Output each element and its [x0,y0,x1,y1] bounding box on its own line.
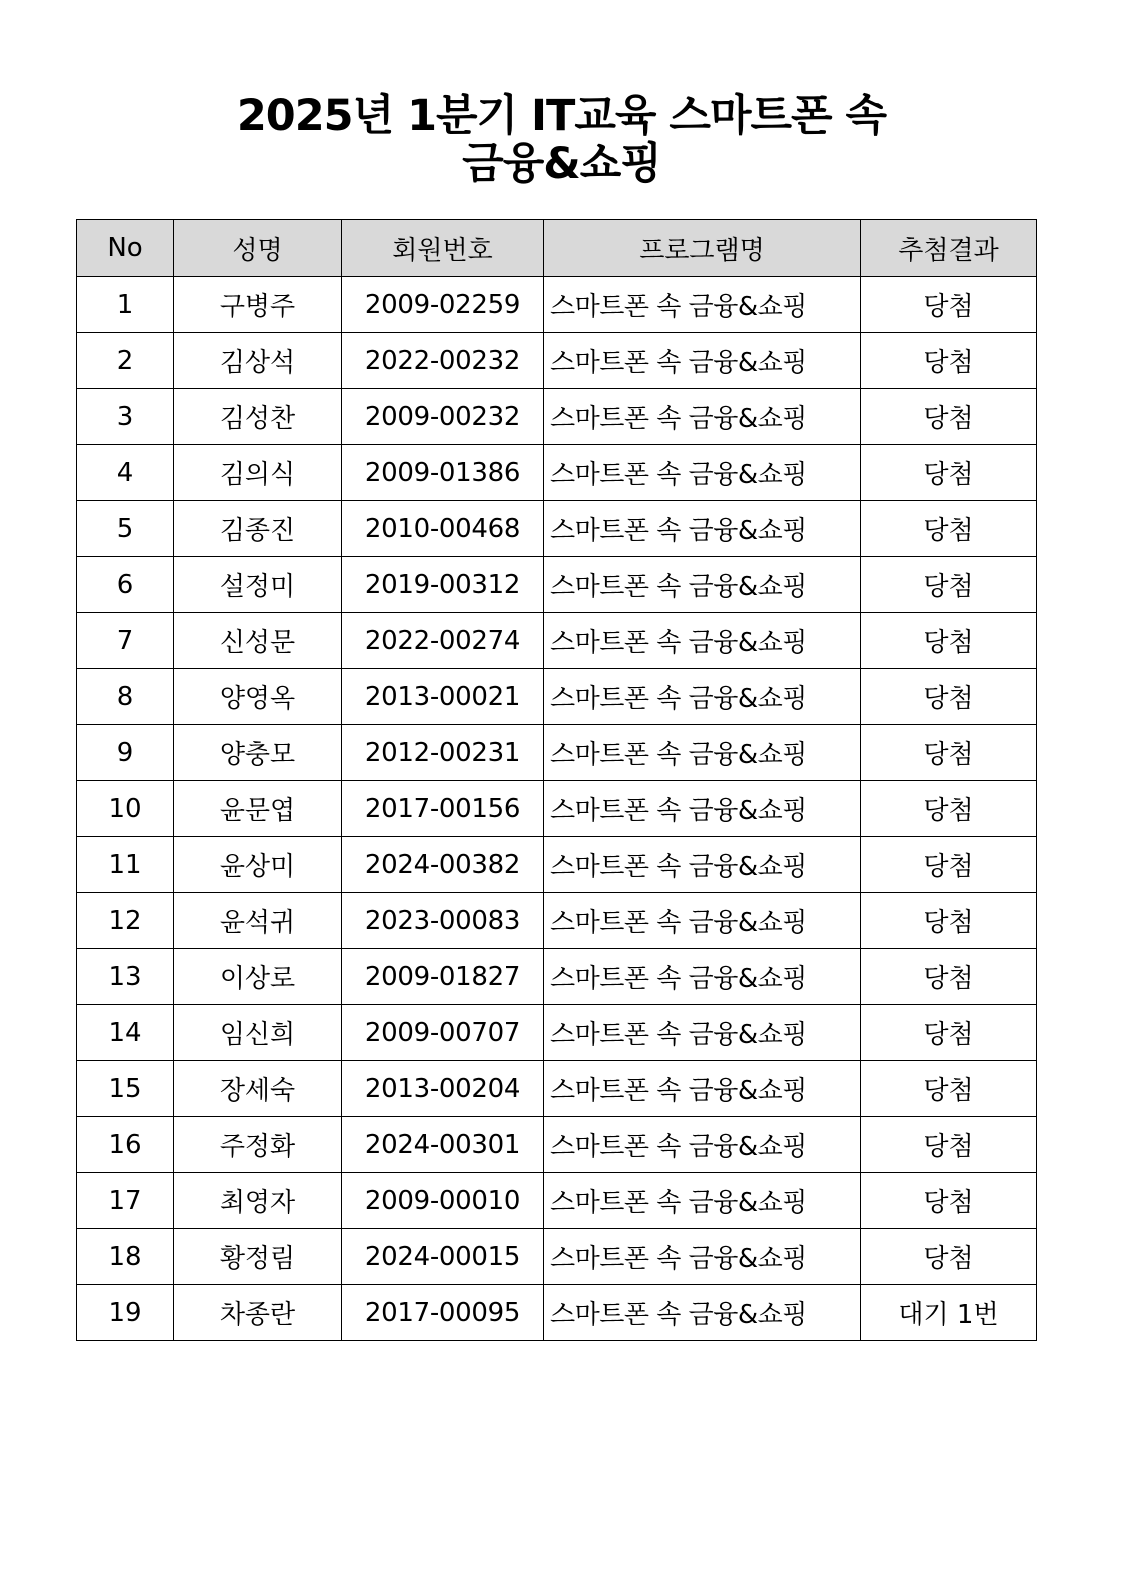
cell-no: 4 [77,445,174,501]
cell-name: 차종란 [174,1285,342,1341]
cell-no: 7 [77,613,174,669]
cell-member-id: 2013-00021 [342,669,544,725]
table-row [77,725,1037,781]
cell-result: 당첨 [861,501,1037,557]
cell-result: 당첨 [861,1117,1037,1173]
page-title-line-2: 금융&쇼핑 [462,139,661,189]
cell-no: 18 [77,1229,174,1285]
table-row [77,445,1037,501]
cell-result: 당첨 [861,389,1037,445]
cell-program: 스마트폰 속 금융&쇼핑 [544,501,861,557]
page-title [0,92,1123,188]
cell-program: 스마트폰 속 금융&쇼핑 [544,949,861,1005]
cell-program: 스마트폰 속 금융&쇼핑 [544,669,861,725]
table-row [77,389,1037,445]
cell-name: 신성문 [174,613,342,669]
cell-program: 스마트폰 속 금융&쇼핑 [544,1117,861,1173]
table-row [77,837,1037,893]
cell-program: 스마트폰 속 금융&쇼핑 [544,725,861,781]
cell-member-id: 2019-00312 [342,557,544,613]
cell-member-id: 2024-00382 [342,837,544,893]
cell-no: 5 [77,501,174,557]
cell-name: 설정미 [174,557,342,613]
header-program: 프로그램명 [544,220,861,277]
cell-name: 윤석귀 [174,893,342,949]
cell-result: 당첨 [861,1005,1037,1061]
cell-name: 윤상미 [174,837,342,893]
cell-no: 6 [77,557,174,613]
lottery-result-table [76,219,1037,1341]
header-result: 추첨결과 [861,220,1037,277]
cell-member-id: 2009-01386 [342,445,544,501]
cell-member-id: 2024-00301 [342,1117,544,1173]
cell-program: 스마트폰 속 금융&쇼핑 [544,1285,861,1341]
table-row [77,1117,1037,1173]
cell-no: 19 [77,1285,174,1341]
page-title-line-1: 2025년 1분기 IT교육 스마트폰 속 [236,91,887,141]
table-row [77,333,1037,389]
cell-no: 13 [77,949,174,1005]
cell-member-id: 2009-00232 [342,389,544,445]
table-row [77,1005,1037,1061]
header-member-id: 회원번호 [342,220,544,277]
cell-member-id: 2009-02259 [342,277,544,333]
cell-name: 김종진 [174,501,342,557]
cell-result: 당첨 [861,557,1037,613]
cell-no: 3 [77,389,174,445]
cell-no: 14 [77,1005,174,1061]
cell-no: 16 [77,1117,174,1173]
cell-result: 당첨 [861,893,1037,949]
cell-name: 구병주 [174,277,342,333]
cell-program: 스마트폰 속 금융&쇼핑 [544,1061,861,1117]
cell-member-id: 2013-00204 [342,1061,544,1117]
cell-name: 김의식 [174,445,342,501]
cell-member-id: 2022-00274 [342,613,544,669]
cell-no: 8 [77,669,174,725]
cell-program: 스마트폰 속 금융&쇼핑 [544,1005,861,1061]
cell-no: 15 [77,1061,174,1117]
table-header-row [77,220,1037,277]
cell-member-id: 2012-00231 [342,725,544,781]
cell-member-id: 2009-01827 [342,949,544,1005]
cell-no: 17 [77,1173,174,1229]
cell-program: 스마트폰 속 금융&쇼핑 [544,781,861,837]
cell-member-id: 2023-00083 [342,893,544,949]
table-header [77,220,1037,277]
table-row [77,1285,1037,1341]
cell-name: 황정림 [174,1229,342,1285]
cell-program: 스마트폰 속 금융&쇼핑 [544,277,861,333]
cell-program: 스마트폰 속 금융&쇼핑 [544,333,861,389]
cell-program: 스마트폰 속 금융&쇼핑 [544,837,861,893]
cell-result: 당첨 [861,613,1037,669]
cell-no: 9 [77,725,174,781]
cell-name: 김상석 [174,333,342,389]
cell-no: 1 [77,277,174,333]
cell-name: 임신희 [174,1005,342,1061]
cell-name: 양영옥 [174,669,342,725]
cell-program: 스마트폰 속 금융&쇼핑 [544,613,861,669]
cell-member-id: 2009-00707 [342,1005,544,1061]
table-row [77,1229,1037,1285]
cell-program: 스마트폰 속 금융&쇼핑 [544,445,861,501]
table-row [77,893,1037,949]
cell-no: 10 [77,781,174,837]
cell-no: 2 [77,333,174,389]
header-no: No [77,220,174,277]
cell-result: 당첨 [861,1173,1037,1229]
cell-no: 11 [77,837,174,893]
cell-result: 당첨 [861,837,1037,893]
cell-result: 당첨 [861,445,1037,501]
cell-member-id: 2024-00015 [342,1229,544,1285]
cell-result: 당첨 [861,277,1037,333]
table-row [77,1061,1037,1117]
cell-name: 장세숙 [174,1061,342,1117]
cell-member-id: 2017-00095 [342,1285,544,1341]
cell-member-id: 2010-00468 [342,501,544,557]
cell-member-id: 2017-00156 [342,781,544,837]
cell-result: 당첨 [861,1229,1037,1285]
cell-result: 당첨 [861,781,1037,837]
cell-name: 양충모 [174,725,342,781]
table-row [77,781,1037,837]
cell-program: 스마트폰 속 금융&쇼핑 [544,389,861,445]
cell-name: 주정화 [174,1117,342,1173]
cell-program: 스마트폰 속 금융&쇼핑 [544,557,861,613]
cell-name: 최영자 [174,1173,342,1229]
cell-result: 당첨 [861,949,1037,1005]
table-body [77,277,1037,1341]
table-row [77,557,1037,613]
cell-no: 12 [77,893,174,949]
cell-name: 이상로 [174,949,342,1005]
table-row [77,277,1037,333]
cell-program: 스마트폰 속 금융&쇼핑 [544,893,861,949]
cell-member-id: 2022-00232 [342,333,544,389]
table-row [77,669,1037,725]
cell-result: 당첨 [861,725,1037,781]
cell-result: 당첨 [861,669,1037,725]
header-name: 성명 [174,220,342,277]
table-row [77,501,1037,557]
cell-result: 당첨 [861,1061,1037,1117]
table-row [77,613,1037,669]
cell-result: 대기 1번 [861,1285,1037,1341]
cell-member-id: 2009-00010 [342,1173,544,1229]
table-row [77,949,1037,1005]
cell-name: 윤문엽 [174,781,342,837]
table-row [77,1173,1037,1229]
cell-program: 스마트폰 속 금융&쇼핑 [544,1173,861,1229]
cell-program: 스마트폰 속 금융&쇼핑 [544,1229,861,1285]
cell-name: 김성찬 [174,389,342,445]
cell-result: 당첨 [861,333,1037,389]
